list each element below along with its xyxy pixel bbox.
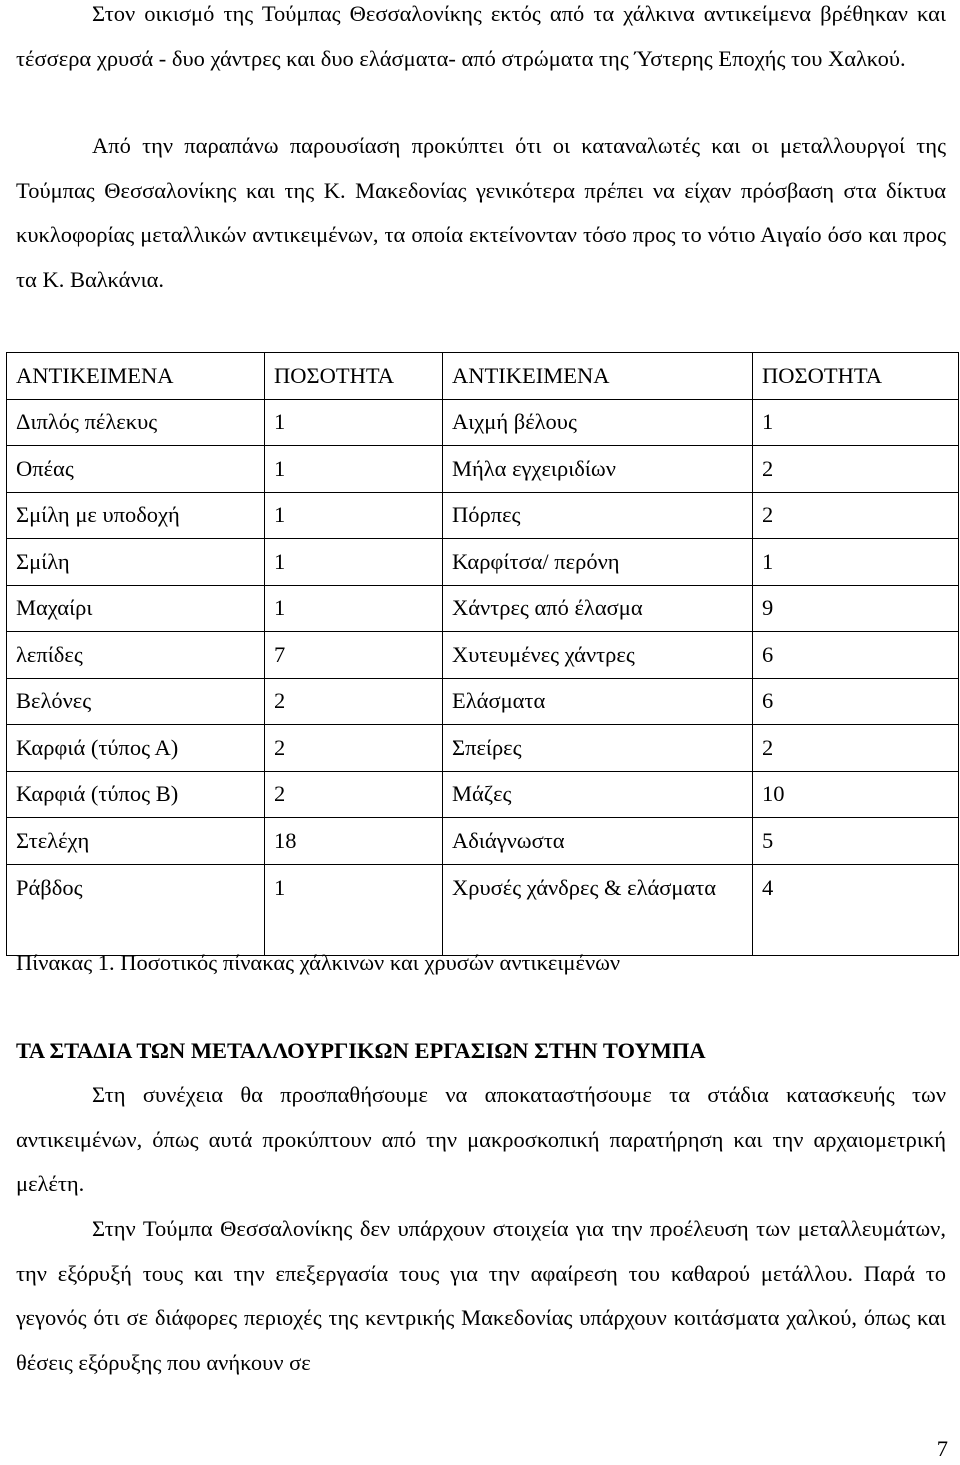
table-cell: 2 — [265, 771, 443, 818]
table-cell: 5 — [753, 818, 959, 865]
table-cell: 6 — [753, 678, 959, 725]
page-number: 7 — [936, 1436, 948, 1461]
table-cell: 2 — [753, 492, 959, 539]
table-header-cell: ΠΟΣΟΤΗΤΑ — [265, 353, 443, 400]
table-cell: Σμίλη με υποδοχή — [7, 492, 265, 539]
table-cell: 7 — [265, 632, 443, 679]
table-header-cell: ΑΝΤΙΚΕΙΜΕΝΑ — [443, 353, 753, 400]
table-cell: Αδιάγνωστα — [443, 818, 753, 865]
table-cell: Μαχαίρι — [7, 585, 265, 632]
table-cell: Χάντρες από έλασμα — [443, 585, 753, 632]
table-cell: 6 — [753, 632, 959, 679]
paragraph-sources — [16, 1207, 946, 1385]
table-cell: Καρφίτσα/ περόνη — [443, 539, 753, 586]
table-cell: Βελόνες — [7, 678, 265, 725]
table-row — [7, 864, 959, 955]
table-cell: λεπίδες — [7, 632, 265, 679]
paragraph-text: Στη συνέχεια θα προσπαθήσουμε να αποκαταστήσουμε τα στάδια κατασκευής των αντικειμένων, όπως αυτά προκύπτουν από την μακροσκοπική παρατήρηση και την αρχαιομετρική μελέτη. — [16, 1082, 946, 1196]
table-cell: 9 — [753, 585, 959, 632]
table-cell: 1 — [753, 539, 959, 586]
table-row — [7, 632, 959, 679]
table-row — [7, 585, 959, 632]
table-cell: Ράβδος — [7, 864, 265, 955]
table-cell: 2 — [753, 725, 959, 772]
table-cell: 2 — [753, 446, 959, 493]
table-cell: Καρφιά (τύπος Β) — [7, 771, 265, 818]
table-header-cell: ΑΝΤΙΚΕΙΜΕΝΑ — [7, 353, 265, 400]
table-cell: 1 — [265, 492, 443, 539]
table-cell: 1 — [265, 399, 443, 446]
paragraph-text: Στον οικισμό της Τούμπας Θεσσαλονίκης εκτός από τα χάλκινα αντικείμενα βρέθηκαν και τέσσερα χρυσά - δυο χάντρες και δυο ελάσματα- από στρώματα της Ύστερης Εποχής του Χαλκού. — [16, 1, 946, 71]
table-row — [7, 492, 959, 539]
table-cell: Μάζες — [443, 771, 753, 818]
table-cell: Καρφιά (τύπος Α) — [7, 725, 265, 772]
table-cell: Στελέχη — [7, 818, 265, 865]
table-row — [7, 539, 959, 586]
table-cell: Σπείρες — [443, 725, 753, 772]
table-cell: Χρυσές χάνδρες & ελάσματα — [443, 864, 753, 955]
table-cell: 1 — [265, 539, 443, 586]
table-header-cell: ΠΟΣΟΤΗΤΑ — [753, 353, 959, 400]
table-cell: Ελάσματα — [443, 678, 753, 725]
paragraph-text: Στην Τούμπα Θεσσαλονίκης δεν υπάρχουν στοιχεία για την προέλευση των μεταλλευμάτων, την εξόρυξή τους και την επεξεργασία τους για την αφαίρεση του καθαρού μετάλλου. Παρά το γεγονός ότι σε διάφορες περιοχές της κεντρικής Μακεδονίας υπάρχουν κοιτάσματα χαλκού, όπως και θέσεις εξόρυξης που ανήκουν σε — [16, 1216, 946, 1375]
table-row — [7, 818, 959, 865]
table-cell: Σμίλη — [7, 539, 265, 586]
table-cell: Χυτευμένες χάντρες — [443, 632, 753, 679]
table-caption: Πίνακας 1. Ποσοτικός πίνακας χάλκινων και χρυσών αντικειμένων — [16, 950, 621, 975]
section-heading: ΤΑ ΣΤΑΔΙΑ ΤΩΝ ΜΕΤΑΛΛΟΥΡΓΙΚΩΝ ΕΡΓΑΣΙΩΝ ΣΤΗΝ ΤΟΥΜΠΑ — [16, 1038, 706, 1063]
table-cell: Αιχμή βέλους — [443, 399, 753, 446]
table-cell: 1 — [753, 399, 959, 446]
table-cell: 4 — [753, 864, 959, 955]
table-cell: 1 — [265, 585, 443, 632]
table-row — [7, 725, 959, 772]
table-cell: 10 — [753, 771, 959, 818]
paragraph-stages — [16, 1073, 946, 1207]
table-cell: Πόρπες — [443, 492, 753, 539]
paragraph-conclusion — [16, 124, 946, 302]
table-cell: Διπλός πέλεκυς — [7, 399, 265, 446]
table-header-row — [7, 353, 959, 400]
table-cell: Μήλα εγχειριδίων — [443, 446, 753, 493]
table-row — [7, 771, 959, 818]
table-cell: 1 — [265, 446, 443, 493]
table-cell: Οπέας — [7, 446, 265, 493]
table-row — [7, 446, 959, 493]
table-row — [7, 399, 959, 446]
table-row — [7, 678, 959, 725]
table-cell: 1 — [265, 864, 443, 955]
table-cell: 2 — [265, 725, 443, 772]
table-cell: 18 — [265, 818, 443, 865]
table-cell: 2 — [265, 678, 443, 725]
objects-quantity-table — [6, 352, 959, 956]
paragraph-text: Από την παραπάνω παρουσίαση προκύπτει ότι οι καταναλωτές και οι μεταλλουργοί της Τούμπας Θεσσαλονίκης και της Κ. Μακεδονίας γενικότερα πρέπει να είχαν πρόσβαση στα δίκτυα κυκλοφορίας μεταλλικών αντικειμένων, τα οποία εκτείνονταν τόσο προς το νότιο Αιγαίο όσο και προς τα Κ. Βαλκάνια. — [16, 133, 946, 292]
paragraph-intro — [16, 0, 946, 81]
